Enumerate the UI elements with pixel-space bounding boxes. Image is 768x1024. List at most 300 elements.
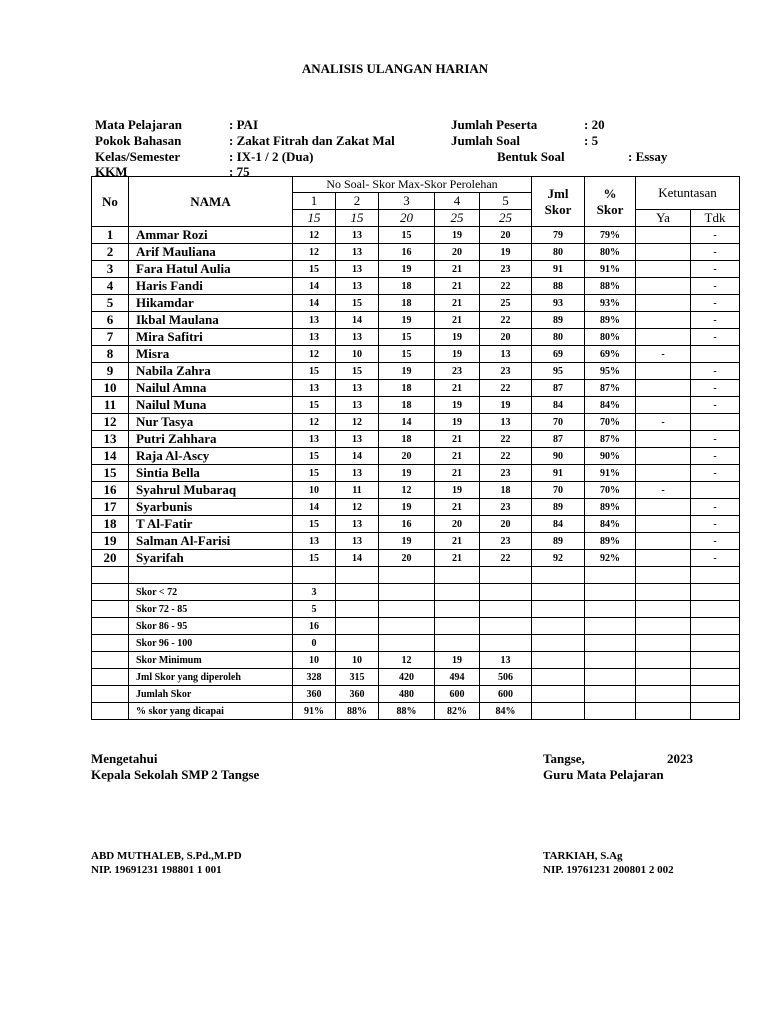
score-q4: 21 [435, 550, 480, 567]
tuntas-ya [636, 295, 691, 312]
summary-value-q2: 10 [336, 652, 379, 669]
score-q2: 13 [336, 227, 379, 244]
summary-empty-cell [636, 652, 691, 669]
analysis-table [91, 176, 740, 720]
score-q4: 20 [435, 516, 480, 533]
tuntas-tdk [691, 346, 740, 363]
summary-empty-cell [532, 635, 585, 652]
summary-row [92, 584, 740, 601]
tuntas-tdk: - [691, 261, 740, 278]
tuntas-tdk [691, 414, 740, 431]
student-no: 15 [92, 465, 129, 482]
summary-value-q3: 12 [379, 652, 435, 669]
table-row [92, 312, 740, 329]
score-q1: 13 [293, 312, 336, 329]
footer-kepala: Kepala Sekolah SMP 2 Tangse [91, 767, 260, 782]
student-no: 20 [92, 550, 129, 567]
student-name: Nailul Muna [129, 397, 293, 414]
summary-empty-cell [532, 601, 585, 618]
score-q4: 21 [435, 465, 480, 482]
student-name: Ammar Rozi [129, 227, 293, 244]
header-max-2: 15 [336, 210, 379, 227]
bentuk-label: Bentuk Soal [497, 149, 565, 164]
summary-empty-cell [585, 703, 636, 720]
student-name: Ikbal Maulana [129, 312, 293, 329]
score-q4: 19 [435, 397, 480, 414]
summary-empty-cell [691, 584, 740, 601]
kelas-label: Kelas/Semester [95, 149, 181, 164]
score-q5: 23 [480, 261, 532, 278]
summary-value-q2 [336, 601, 379, 618]
student-name: Syarbunis [129, 499, 293, 516]
summary-empty-cell [585, 584, 636, 601]
tuntas-ya [636, 278, 691, 295]
tuntas-ya: - [636, 482, 691, 499]
score-q1: 15 [293, 465, 336, 482]
student-no: 16 [92, 482, 129, 499]
header-soal-group: No Soal- Skor Max-Skor Perolehan [293, 177, 532, 193]
table-row [92, 482, 740, 499]
mapel-value: : PAI [229, 117, 259, 132]
summary-empty-cell [636, 686, 691, 703]
summary-row [92, 601, 740, 618]
jml-skor: 87 [532, 431, 585, 448]
table-row [92, 397, 740, 414]
tuntas-tdk: - [691, 312, 740, 329]
summary-no-cell [92, 669, 129, 686]
summary-empty-cell [585, 686, 636, 703]
tuntas-ya [636, 397, 691, 414]
kkm-value: : 75 [229, 164, 250, 179]
empty-cell [585, 567, 636, 584]
student-name: Syahrul Mubaraq [129, 482, 293, 499]
summary-value-q4 [435, 635, 480, 652]
score-q2: 13 [336, 431, 379, 448]
score-q1: 14 [293, 278, 336, 295]
header-q-5: 5 [480, 193, 532, 210]
summary-empty-cell [636, 703, 691, 720]
score-q1: 15 [293, 516, 336, 533]
score-q2: 14 [336, 312, 379, 329]
student-no: 1 [92, 227, 129, 244]
score-q5: 23 [480, 499, 532, 516]
tuntas-tdk: - [691, 516, 740, 533]
header-max-3: 20 [379, 210, 435, 227]
tuntas-tdk: - [691, 499, 740, 516]
student-name: Nabila Zahra [129, 363, 293, 380]
score-q2: 13 [336, 533, 379, 550]
guru-name: TARKIAH, S.Ag [543, 850, 623, 862]
summary-empty-cell [691, 652, 740, 669]
summary-no-cell [92, 584, 129, 601]
student-name: Hikamdar [129, 295, 293, 312]
score-q4: 20 [435, 244, 480, 261]
score-q5: 23 [480, 465, 532, 482]
score-q2: 13 [336, 516, 379, 533]
tuntas-tdk: - [691, 550, 740, 567]
header-q-3: 3 [379, 193, 435, 210]
footer-guru: Guru Mata Pelajaran [543, 767, 664, 782]
score-q5: 22 [480, 448, 532, 465]
summary-no-cell [92, 601, 129, 618]
summary-empty-cell [532, 686, 585, 703]
student-name: Misra [129, 346, 293, 363]
summary-empty-cell [585, 601, 636, 618]
summary-empty-cell [691, 601, 740, 618]
jml-skor: 92 [532, 550, 585, 567]
summary-label: Jml Skor yang diperoleh [129, 669, 293, 686]
tuntas-ya [636, 363, 691, 380]
summary-row [92, 669, 740, 686]
tuntas-tdk: - [691, 329, 740, 346]
pct-skor: 70% [585, 482, 636, 499]
pct-skor: 69% [585, 346, 636, 363]
score-q3: 18 [379, 295, 435, 312]
score-q1: 15 [293, 550, 336, 567]
header-q-1: 1 [293, 193, 336, 210]
empty-cell [532, 567, 585, 584]
peserta-value: : 20 [584, 117, 605, 132]
score-q1: 15 [293, 397, 336, 414]
score-q1: 15 [293, 448, 336, 465]
summary-label: Skor 86 - 95 [129, 618, 293, 635]
score-q5: 22 [480, 312, 532, 329]
pct-skor: 80% [585, 329, 636, 346]
header-no: No [92, 177, 129, 227]
score-q5: 13 [480, 414, 532, 431]
summary-empty-cell [636, 635, 691, 652]
tuntas-ya [636, 312, 691, 329]
summary-value-q4: 600 [435, 686, 480, 703]
student-no: 18 [92, 516, 129, 533]
summary-value-q3: 88% [379, 703, 435, 720]
summary-empty-cell [636, 584, 691, 601]
score-q1: 14 [293, 295, 336, 312]
summary-value-q1: 3 [293, 584, 336, 601]
jml-skor: 80 [532, 244, 585, 261]
tuntas-tdk: - [691, 380, 740, 397]
jml-skor: 90 [532, 448, 585, 465]
score-q5: 22 [480, 550, 532, 567]
summary-empty-cell [691, 618, 740, 635]
summary-value-q1: 5 [293, 601, 336, 618]
score-q5: 18 [480, 482, 532, 499]
summary-value-q3 [379, 584, 435, 601]
student-name: Salman Al-Farisi [129, 533, 293, 550]
table-row [92, 465, 740, 482]
score-q4: 21 [435, 431, 480, 448]
tuntas-ya [636, 244, 691, 261]
score-q2: 13 [336, 380, 379, 397]
tuntas-tdk: - [691, 533, 740, 550]
tuntas-tdk: - [691, 295, 740, 312]
pct-skor: 87% [585, 431, 636, 448]
score-q2: 13 [336, 397, 379, 414]
score-q4: 21 [435, 448, 480, 465]
tuntas-ya [636, 431, 691, 448]
student-name: Arif Mauliana [129, 244, 293, 261]
summary-no-cell [92, 686, 129, 703]
score-q4: 21 [435, 261, 480, 278]
table-row [92, 533, 740, 550]
summary-label: Skor 72 - 85 [129, 601, 293, 618]
empty-cell [379, 567, 435, 584]
summary-row [92, 652, 740, 669]
student-name: Fara Hatul Aulia [129, 261, 293, 278]
jml-skor: 69 [532, 346, 585, 363]
kepsek-nip: NIP. 19691231 198801 1 001 [91, 864, 222, 876]
score-q5: 19 [480, 397, 532, 414]
table-row [92, 431, 740, 448]
score-q1: 13 [293, 329, 336, 346]
summary-value-q2: 360 [336, 686, 379, 703]
kkm-label: KKM [95, 164, 128, 179]
tuntas-ya [636, 550, 691, 567]
tuntas-tdk: - [691, 363, 740, 380]
score-q4: 21 [435, 278, 480, 295]
jml-skor: 87 [532, 380, 585, 397]
summary-row [92, 686, 740, 703]
score-q1: 10 [293, 482, 336, 499]
pokok-value: : Zakat Fitrah dan Zakat Mal [229, 133, 395, 148]
footer-tempat: Tangse, [543, 751, 585, 766]
table-row [92, 261, 740, 278]
pct-skor: 87% [585, 380, 636, 397]
score-q5: 23 [480, 533, 532, 550]
score-q3: 18 [379, 431, 435, 448]
score-q2: 11 [336, 482, 379, 499]
pct-skor: 93% [585, 295, 636, 312]
summary-label: Jumlah Skor [129, 686, 293, 703]
table-row [92, 550, 740, 567]
score-q3: 16 [379, 516, 435, 533]
score-q2: 13 [336, 465, 379, 482]
summary-empty-cell [691, 686, 740, 703]
summary-value-q2 [336, 584, 379, 601]
summary-row [92, 703, 740, 720]
jml-skor: 91 [532, 261, 585, 278]
tuntas-ya [636, 329, 691, 346]
table-row [92, 244, 740, 261]
score-q3: 19 [379, 533, 435, 550]
student-name: Raja Al-Ascy [129, 448, 293, 465]
score-q4: 19 [435, 227, 480, 244]
score-q5: 20 [480, 329, 532, 346]
mapel-label: Mata Pelajaran [95, 117, 183, 132]
pct-skor: 84% [585, 397, 636, 414]
student-no: 12 [92, 414, 129, 431]
header-q-4: 4 [435, 193, 480, 210]
jml-skor: 93 [532, 295, 585, 312]
score-q3: 18 [379, 397, 435, 414]
summary-value-q1: 16 [293, 618, 336, 635]
summary-value-q4: 19 [435, 652, 480, 669]
score-q2: 15 [336, 295, 379, 312]
score-q3: 19 [379, 499, 435, 516]
table-row [92, 448, 740, 465]
summary-value-q5 [480, 601, 532, 618]
empty-cell [92, 567, 129, 584]
score-q2: 14 [336, 448, 379, 465]
tuntas-ya [636, 516, 691, 533]
tuntas-ya [636, 261, 691, 278]
student-name: Putri Zahhara [129, 431, 293, 448]
footer-mengetahui: Mengetahui [91, 751, 158, 766]
score-q3: 19 [379, 363, 435, 380]
student-no: 13 [92, 431, 129, 448]
score-q4: 21 [435, 295, 480, 312]
pct-skor: 88% [585, 278, 636, 295]
pct-skor: 95% [585, 363, 636, 380]
bentuk-value: : Essay [628, 149, 668, 164]
header-pct-label: % [603, 185, 617, 201]
summary-empty-cell [636, 601, 691, 618]
score-q3: 15 [379, 346, 435, 363]
score-q3: 19 [379, 465, 435, 482]
student-no: 14 [92, 448, 129, 465]
student-no: 9 [92, 363, 129, 380]
score-q3: 12 [379, 482, 435, 499]
jml-skor: 70 [532, 482, 585, 499]
student-no: 3 [92, 261, 129, 278]
jml-skor: 95 [532, 363, 585, 380]
peserta-label: Jumlah Peserta [451, 117, 538, 132]
score-q4: 21 [435, 312, 480, 329]
score-q5: 25 [480, 295, 532, 312]
student-no: 8 [92, 346, 129, 363]
pct-skor: 79% [585, 227, 636, 244]
score-q1: 15 [293, 363, 336, 380]
tuntas-ya [636, 499, 691, 516]
header-ketuntasan: Ketuntasan [636, 177, 740, 210]
empty-cell [636, 567, 691, 584]
summary-empty-cell [532, 669, 585, 686]
tuntas-ya [636, 380, 691, 397]
table-row [92, 516, 740, 533]
score-q3: 20 [379, 448, 435, 465]
header-jml-label: Jml [547, 185, 569, 201]
header-ya: Ya [636, 210, 691, 227]
score-q1: 12 [293, 346, 336, 363]
score-q4: 19 [435, 482, 480, 499]
empty-row [92, 567, 740, 584]
score-q4: 21 [435, 533, 480, 550]
jml-skor: 79 [532, 227, 585, 244]
jml-skor: 91 [532, 465, 585, 482]
summary-empty-cell [585, 618, 636, 635]
student-name: Nailul Amna [129, 380, 293, 397]
pct-skor: 89% [585, 533, 636, 550]
summary-label: % skor yang dicapai [129, 703, 293, 720]
summary-label: Skor 96 - 100 [129, 635, 293, 652]
summary-empty-cell [532, 703, 585, 720]
header-nama: NAMA [129, 177, 293, 227]
score-q3: 14 [379, 414, 435, 431]
summary-empty-cell [532, 652, 585, 669]
header-pct-skor-label: Skor [596, 201, 624, 217]
summary-value-q5: 506 [480, 669, 532, 686]
header-max-1: 15 [293, 210, 336, 227]
pct-skor: 89% [585, 312, 636, 329]
empty-cell [480, 567, 532, 584]
student-no: 2 [92, 244, 129, 261]
table-row [92, 278, 740, 295]
score-q3: 16 [379, 244, 435, 261]
jml-skor: 88 [532, 278, 585, 295]
score-q5: 22 [480, 431, 532, 448]
summary-value-q3 [379, 601, 435, 618]
score-q2: 13 [336, 244, 379, 261]
empty-cell [293, 567, 336, 584]
student-name: Mira Safitri [129, 329, 293, 346]
soal-value: : 5 [584, 133, 599, 148]
score-q4: 21 [435, 499, 480, 516]
score-q2: 15 [336, 363, 379, 380]
student-no: 11 [92, 397, 129, 414]
table-row [92, 329, 740, 346]
header-pct-skor [585, 177, 636, 227]
score-q1: 12 [293, 414, 336, 431]
score-q2: 13 [336, 329, 379, 346]
tuntas-ya: - [636, 346, 691, 363]
kepsek-name: ABD MUTHALEB, S.Pd.,M.PD [91, 850, 242, 862]
soal-label: Jumlah Soal [451, 133, 520, 148]
summary-empty-cell [691, 703, 740, 720]
tuntas-ya: - [636, 414, 691, 431]
summary-value-q1: 328 [293, 669, 336, 686]
tuntas-ya [636, 227, 691, 244]
score-q2: 12 [336, 414, 379, 431]
summary-value-q2 [336, 618, 379, 635]
page-title: ANALISIS ULANGAN HARIAN [301, 61, 489, 76]
header-jml-skor-label: Skor [544, 201, 572, 217]
score-q4: 19 [435, 346, 480, 363]
score-q2: 10 [336, 346, 379, 363]
student-no: 17 [92, 499, 129, 516]
student-name: Nur Tasya [129, 414, 293, 431]
score-q5: 23 [480, 363, 532, 380]
empty-cell [129, 567, 293, 584]
tuntas-tdk: - [691, 448, 740, 465]
score-q4: 19 [435, 329, 480, 346]
summary-value-q4 [435, 601, 480, 618]
pct-skor: 70% [585, 414, 636, 431]
table-row [92, 346, 740, 363]
student-no: 6 [92, 312, 129, 329]
pct-skor: 90% [585, 448, 636, 465]
score-q5: 20 [480, 516, 532, 533]
student-no: 10 [92, 380, 129, 397]
score-q5: 22 [480, 380, 532, 397]
score-q3: 18 [379, 278, 435, 295]
score-q2: 13 [336, 278, 379, 295]
score-q3: 15 [379, 329, 435, 346]
student-name: Syarifah [129, 550, 293, 567]
footer-tahun: 2023 [667, 751, 693, 766]
tuntas-ya [636, 533, 691, 550]
score-q3: 20 [379, 550, 435, 567]
pct-skor: 91% [585, 261, 636, 278]
summary-value-q1: 360 [293, 686, 336, 703]
tuntas-tdk: - [691, 465, 740, 482]
summary-value-q3 [379, 618, 435, 635]
header-max-4: 25 [435, 210, 480, 227]
jml-skor: 84 [532, 397, 585, 414]
table-row [92, 227, 740, 244]
score-q1: 14 [293, 499, 336, 516]
summary-value-q1: 91% [293, 703, 336, 720]
summary-no-cell [92, 703, 129, 720]
